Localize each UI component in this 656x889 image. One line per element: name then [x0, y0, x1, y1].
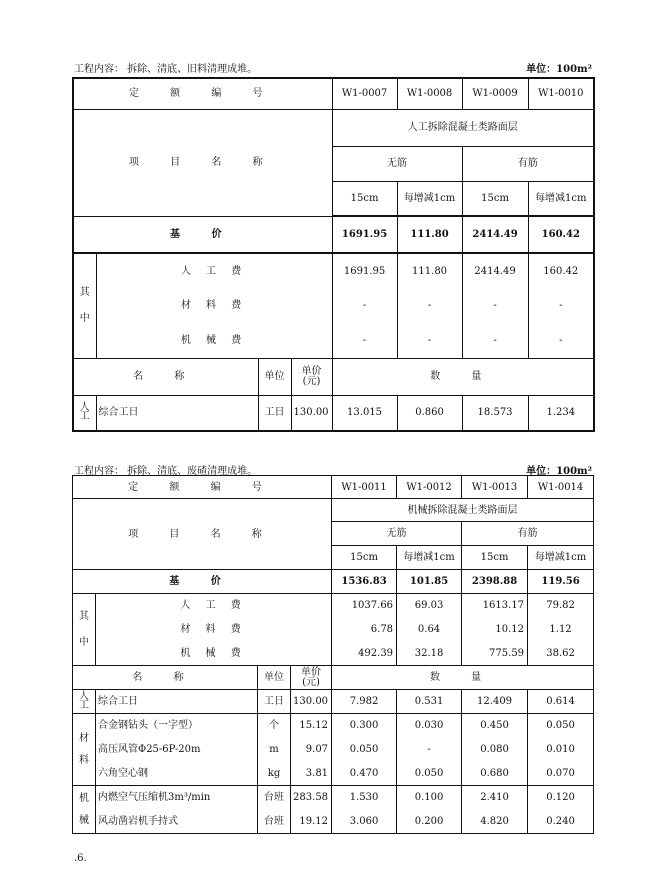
cost-value: - — [397, 323, 462, 358]
subgroup: 有筋 — [462, 146, 594, 181]
base-price: 2398.88 — [462, 570, 528, 594]
header-qty: 数 量 — [332, 358, 594, 395]
resource-price: 283.58 — [291, 786, 332, 810]
resource-qty: 12.409 — [462, 690, 528, 714]
cost-value: 69.03 — [397, 594, 462, 618]
spec: 每增减1cm — [528, 181, 594, 216]
resource-qty: 0.050 — [528, 714, 594, 738]
cost-value: 492.39 — [332, 642, 397, 666]
cost-value: - — [332, 323, 397, 358]
category-label — [73, 395, 96, 431]
cost-value: 2414.49 — [462, 253, 528, 288]
resource-qty: 0.614 — [528, 690, 594, 714]
resource-name: 综合工日 — [96, 690, 258, 714]
cost-value: 1613.17 — [462, 594, 528, 618]
resource-price: 9.07 — [291, 738, 332, 762]
base-price: 111.80 — [397, 216, 462, 253]
cost-value: 0.64 — [397, 618, 462, 642]
cost-value: - — [528, 288, 594, 323]
resource-row — [73, 810, 594, 834]
spec: 15cm — [332, 546, 397, 570]
cost-value: - — [462, 288, 528, 323]
cost-value: 32.18 — [397, 642, 462, 666]
spec: 每增减1cm — [397, 181, 462, 216]
resource-qty: 0.100 — [397, 786, 462, 810]
quota-table — [72, 475, 594, 834]
item-label: 项 目 名 称 — [73, 499, 332, 570]
base-price: 2414.49 — [462, 216, 528, 253]
resource-header — [73, 666, 594, 690]
resource-name: 合金钢钻头（一字型） — [96, 714, 258, 738]
cost-value: 1037.66 — [332, 594, 397, 618]
code-row — [73, 476, 594, 499]
resource-price: 130.00 — [291, 690, 332, 714]
cost-label: 材 料 费 — [96, 288, 332, 323]
resource-qty: 0.080 — [462, 738, 528, 762]
header-name: 名 称 — [73, 358, 258, 395]
cost-value: 10.12 — [462, 618, 528, 642]
subgroup: 有筋 — [462, 522, 594, 546]
cost-value: - — [397, 288, 462, 323]
spec: 15cm — [332, 181, 397, 216]
resource-qty: 2.410 — [462, 786, 528, 810]
cost-value: 1691.95 — [332, 253, 397, 288]
category-text: 机械 — [79, 792, 89, 826]
cost-label: 机 械 费 — [96, 642, 332, 666]
resource-unit: kg — [258, 762, 291, 786]
header-unit: 单位 — [258, 358, 291, 395]
cost-label: 机 械 费 — [96, 323, 332, 358]
resource-qty: 3.060 — [332, 810, 397, 834]
quota-code: W1-0013 — [462, 476, 528, 499]
header-price — [291, 358, 332, 395]
spec: 15cm — [462, 181, 528, 216]
resource-price: 19.12 — [291, 810, 332, 834]
resource-name: 高压风管Φ25-6P-20m — [96, 738, 258, 762]
base-price: 160.42 — [528, 216, 594, 253]
resource-row — [73, 395, 594, 431]
resource-qty: 0.450 — [462, 714, 528, 738]
header-price-text: 单价(元) — [301, 365, 322, 387]
resource-unit: 工日 — [258, 395, 291, 431]
quota-table — [72, 77, 595, 432]
header-name: 名 称 — [73, 666, 258, 690]
base-price: 1536.83 — [332, 570, 397, 594]
resource-qty: 1.234 — [528, 395, 594, 431]
spec: 每增减1cm — [528, 546, 594, 570]
of-which-label — [73, 253, 96, 358]
cost-value: 160.42 — [528, 253, 594, 288]
quota-code: W1-0010 — [528, 78, 594, 109]
subgroup: 无筋 — [332, 146, 462, 181]
resource-qty: 4.820 — [462, 810, 528, 834]
category-text: 人工 — [79, 691, 89, 711]
cost-value: 38.62 — [528, 642, 594, 666]
resource-qty: 7.982 — [332, 690, 397, 714]
resource-qty: 0.030 — [397, 714, 462, 738]
resource-qty: 0.120 — [528, 786, 594, 810]
code-label: 定 额 编 号 — [73, 476, 332, 499]
header-unit: 单位 — [258, 666, 291, 690]
unit-label: 单位：100m² — [526, 64, 592, 75]
category-text: 人工 — [79, 402, 90, 423]
cost-label: 材 料 费 — [96, 618, 332, 642]
code-label: 定 额 编 号 — [73, 78, 332, 109]
cost-value: 1.12 — [528, 618, 594, 642]
resource-qty: 0.070 — [528, 762, 594, 786]
cost-value: - — [528, 323, 594, 358]
group-title: 人工拆除混凝土类路面层 — [332, 109, 594, 146]
base-price-label: 基 价 — [73, 570, 332, 594]
cost-value: - — [332, 288, 397, 323]
resource-unit: 个 — [258, 714, 291, 738]
resource-row — [73, 690, 594, 714]
resource-qty: 0.240 — [528, 810, 594, 834]
page-number: .6. — [74, 853, 87, 864]
resource-price: 3.81 — [291, 762, 332, 786]
category-label — [73, 714, 96, 786]
work-content: 工程内容： 拆除、清底、废碴清理成堆。 — [74, 466, 258, 477]
resource-qty: 0.050 — [397, 762, 462, 786]
quota-code: W1-0009 — [462, 78, 528, 109]
quota-code: W1-0007 — [332, 78, 397, 109]
cost-value: 79.82 — [528, 594, 594, 618]
resource-name: 风动凿岩机手持式 — [96, 810, 258, 834]
resource-name: 综合工日 — [96, 395, 258, 431]
base-price: 101.85 — [397, 570, 462, 594]
cost-label: 人 工 费 — [96, 594, 332, 618]
resource-price: 15.12 — [291, 714, 332, 738]
base-price: 1691.95 — [332, 216, 397, 253]
resource-unit: 工日 — [258, 690, 291, 714]
resource-header — [73, 358, 594, 395]
resource-unit: 台班 — [258, 786, 291, 810]
code-row — [73, 78, 594, 109]
spec: 15cm — [462, 546, 528, 570]
resource-qty: 18.573 — [462, 395, 528, 431]
resource-qty: 0.010 — [528, 738, 594, 762]
category-text: 材料 — [79, 732, 89, 766]
quota-code: W1-0012 — [397, 476, 462, 499]
cost-value: - — [462, 323, 528, 358]
resource-qty: 0.470 — [332, 762, 397, 786]
resource-row — [73, 762, 594, 786]
cost-label: 人 工 费 — [96, 253, 332, 288]
item-label: 项 目 名 称 — [73, 109, 332, 216]
work-content: 工程内容： 拆除、清底、旧料清理成堆。 — [74, 64, 258, 75]
subgroup: 无筋 — [332, 522, 462, 546]
resource-qty: 0.680 — [462, 762, 528, 786]
cost-value: 111.80 — [397, 253, 462, 288]
resource-name: 六角空心钢 — [96, 762, 258, 786]
header-price-text: 单价(元) — [301, 666, 322, 688]
quota-code: W1-0008 — [397, 78, 462, 109]
resource-unit: 台班 — [258, 810, 291, 834]
cost-value: 6.78 — [332, 618, 397, 642]
resource-qty: 0.050 — [332, 738, 397, 762]
of-which-label — [73, 594, 96, 666]
resource-qty: 0.200 — [397, 810, 462, 834]
resource-qty: 0.531 — [397, 690, 462, 714]
resource-qty: 1.530 — [332, 786, 397, 810]
cost-value: 775.59 — [462, 642, 528, 666]
header-price — [291, 666, 332, 690]
resource-unit: m — [258, 738, 291, 762]
resource-qty: - — [397, 738, 462, 762]
category-label — [73, 690, 96, 714]
header-qty: 数 量 — [332, 666, 594, 690]
quota-code: W1-0014 — [528, 476, 594, 499]
resource-qty: 0.860 — [397, 395, 462, 431]
resource-price: 130.00 — [291, 395, 332, 431]
unit-label: 单位：100m² — [526, 466, 592, 477]
resource-name: 内燃空气压缩机3m³/min — [96, 786, 258, 810]
base-price-label: 基 价 — [73, 216, 332, 253]
resource-row — [73, 786, 594, 810]
resource-row — [73, 714, 594, 738]
of-which-text: 其中 — [79, 286, 90, 324]
base-price: 119.56 — [528, 570, 594, 594]
category-label — [73, 786, 96, 834]
resource-qty: 13.015 — [332, 395, 397, 431]
of-which-text: 其中 — [79, 610, 89, 648]
resource-row — [73, 738, 594, 762]
spec: 每增减1cm — [397, 546, 462, 570]
quota-code: W1-0011 — [332, 476, 397, 499]
work-content-caption — [74, 60, 592, 75]
resource-qty: 0.300 — [332, 714, 397, 738]
group-title: 机械拆除混凝土类路面层 — [332, 499, 594, 522]
